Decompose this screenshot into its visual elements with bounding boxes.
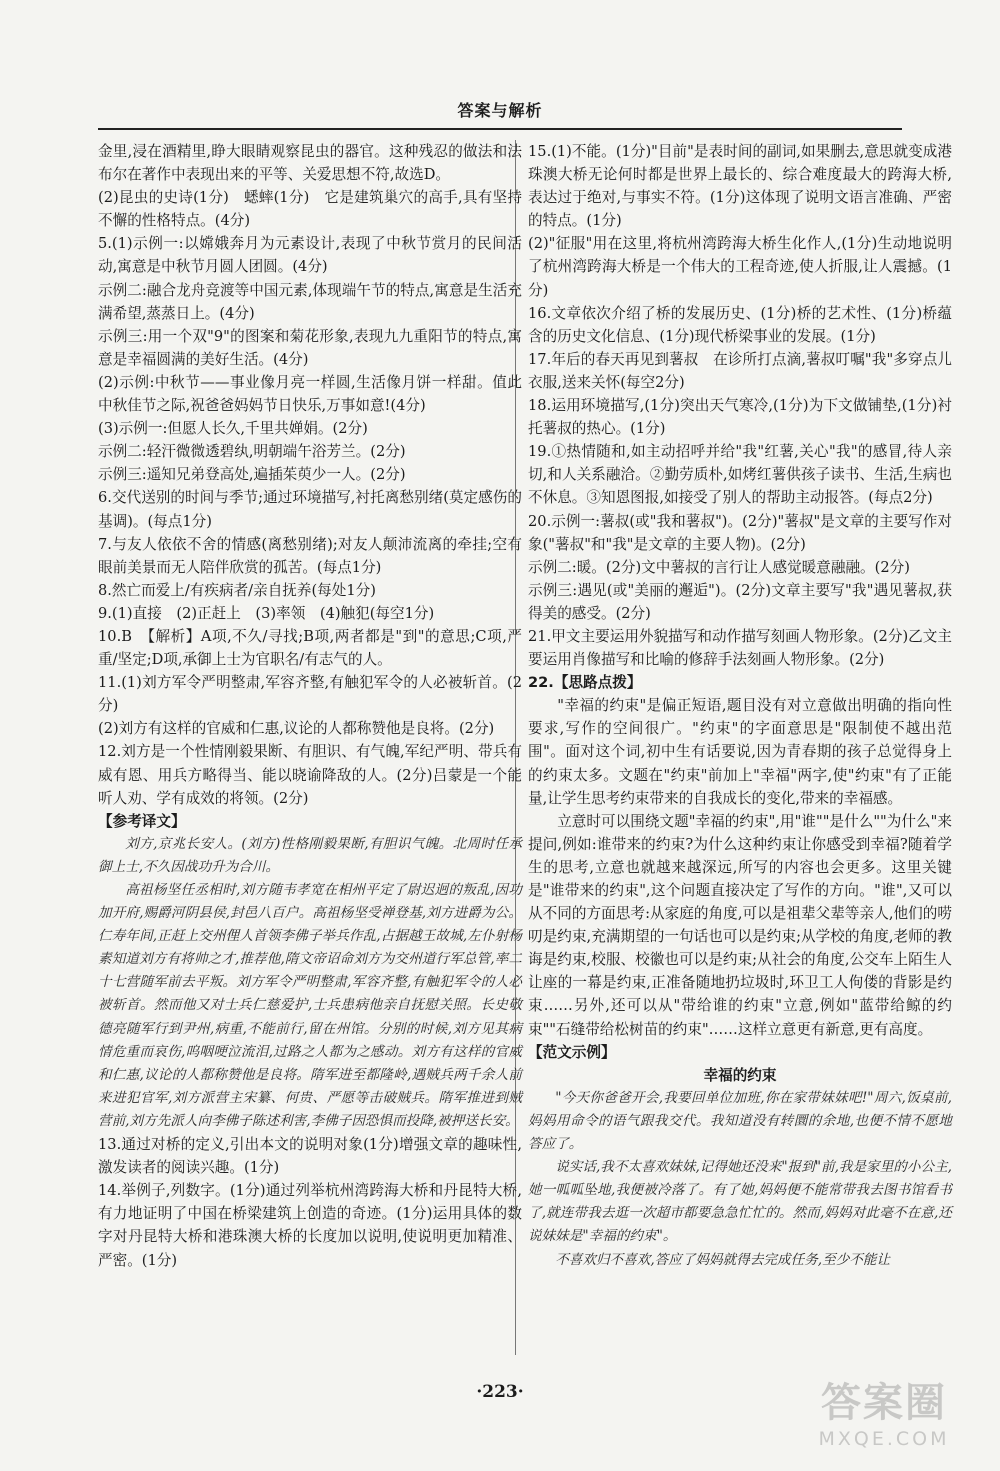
answer-paragraph: 示例三:遥知兄弟登高处,遍插茱萸少一人。(2分) (98, 466, 406, 484)
answer-paragraph: (2)示例:中秋节——事业像月亮一样圆,生活像月饼一样甜。值此中秋佳节之际,祝爸爸妈妈节日快乐,万事如意!(4分) (98, 373, 522, 415)
answer-paragraph: 示例二:轻汗微微透碧纨,明朝端午浴芳兰。(2分) (98, 443, 406, 461)
answer-paragraph: 11.(1)刘方军令严明整肃,军容齐整,有触犯军令的人必被斩首。(2分) (98, 674, 522, 715)
answer-paragraph: 8.然亡而爱上/有疾病者/亲自抚养(每处1分) (98, 581, 376, 599)
answer-paragraph: (2)"征服"用在这里,将杭州湾跨海大桥生化作人,(1分)生动地说明了杭州湾跨海大桥是一个伟大的工程奇迹,使人折服,让人震撼。(1分) (528, 235, 952, 299)
answer-paragraph: (3)示例一:但愿人长久,千里共婵娟。(2分) (98, 420, 368, 438)
watermark-url: MXQE.COM (818, 1428, 950, 1450)
answer-paragraph: 示例三:用一个双"9"的图案和菊花形象,表现九九重阳节的特点,寓意是幸福圆满的美好生活。(4分) (98, 327, 522, 368)
answer-paragraph: 金里,浸在酒精里,睁大眼睛观察昆虫的器官。这种残忍的做法和法布尔在著作中表现出来的平等、关爱思想不符,故选D。 (98, 143, 522, 184)
answer-paragraph: 示例三:遇见(或"美丽的邂逅")。(2分)文章主要写"我"遇见薯叔,获得美的感受。(2分) (528, 581, 952, 622)
header-title: 答案与解析 (457, 101, 543, 120)
left-column (98, 140, 522, 1272)
answer-paragraph: 14.举例子,列数字。(1分)通过列举杭州湾跨海大桥和丹昆特大桥,有力地证明了中国在桥梁建筑上创造的奇迹。(1分)运用具体的数字对丹昆特大桥和港珠澳大桥的长度加以说明,使说明更加精准、严密。(1分) (98, 1182, 522, 1269)
answer-paragraph: 17.年后的春天再见到薯叔 在诊所打点滴,薯叔叮嘱"我"多穿点儿衣服,送来关怀(每空2分) (528, 350, 952, 391)
translation-label: 【参考译文】 (98, 812, 186, 830)
watermark-logo (790, 1379, 978, 1457)
page-number: ·223· (476, 1382, 524, 1402)
answer-paragraph: 5.(1)示例一:以嫦娥奔月为元素设计,表现了中秋节赏月的民间活动,寓意是中秋节月圆人团圆。(4分) (98, 235, 522, 276)
idea-paragraph: 立意时可以围绕文题"幸福的约束",用"谁""是什么""为什么"来提问,例如:谁带来的约束?为什么这种约束让你感受到幸福?随着学生的思考,立意也就越来越深远,所写的内容也会更多。这里关键是"谁带来的约束",这个问题直接决定了写作的方向。"谁",又可以从不同的方面思考:从家庭的角度,可以是祖辈父辈等亲人,他们的唠叨是约束,充满期望的一句话也可以是约束;从学校的角度,老师的教诲是约束,校服、校徽也可以是约束;从社会的角度,公交车上陌生人让座的一幕是约束,正准备随地扔垃圾时,环卫工人佝偻的背影是约束……另外,还可以从"带给谁的约束"立意,例如"蓝带给鲸的约束""石缝带给松树苗的约束"……这样立意更有新意,更有高度。 (528, 812, 952, 1038)
essay-paragraph: 说实话,我不太喜欢妹妹,记得她还没来"报到"前,我是家里的小公主,她一呱呱坠地,我便被冷落了。有了她,妈妈便不能常带我去图书馆看书了,就连带我去逛一次超市都要急急忙忙的。然而,妈妈对此毫不在意,还说妹妹是"幸福的约束"。 (528, 1159, 953, 1245)
answer-paragraph: 13.通过对桥的定义,引出本文的说明对象(1分)增强文章的趣味性,激发读者的阅读兴趣。(1分) (98, 1136, 522, 1177)
answer-paragraph: (2)刘方有这样的官威和仁惠,议论的人都称赞他是良将。(2分) (98, 720, 495, 738)
translation-paragraph: 高祖杨坚任丞相时,刘方随韦孝宽在相州平定了尉迟迥的叛乱,因功加开府,赐爵河阴县侯,封邑八百户。高祖杨坚受禅登基,刘方进爵为公。仁寿年间,正赶上交州俚人首领李佛子举兵作乱,占据越王故城,左仆射杨素知道刘方有将帅之才,推荐他,隋文帝诏命刘方为交州道行军总管,率二十七营随军前去平叛。刘方军令严明整肃,军容齐整,有触犯军令的人必被斩首。然而他又对士兵仁慈爱护,士兵患病他亲自抚慰关照。长史敬德亮随军行到尹州,病重,不能前行,留在州馆。分别的时候,刘方见其病情危重而哀伤,呜咽哽泣流泪,过路之人都为之感动。刘方有这样的官威和仁惠,议论的人都称赞他是良将。隋军进至都隆岭,遇贼兵两千余人前来进犯官军,刘方派营主宋纂、何贵、严愿等击破贼兵。隋军推进到贼营前,刘方先派人向李佛子陈述利害,李佛子因恐惧而投降,被押送长安。 (98, 882, 522, 1129)
answer-paragraph: 10.B 【解析】A项,不久/寻找;B项,两者都是"到"的意思;C项,严重/坚定;D项,承御上士为官职名/有志气的人。 (98, 627, 522, 669)
watermark-text: 答案圈 (821, 1380, 947, 1426)
answer-paragraph: 20.示例一:薯叔(或"我和薯叔")。(2分)"薯叔"是文章的主要写作对象("薯叔"和"我"是文章的主要人物)。(2分) (528, 512, 952, 553)
answer-paragraph: 18.运用环境描写,(1分)突出天气寒冷,(1分)为下文做铺垫,(1分)衬托薯叔的热心。(1分) (528, 397, 952, 438)
answer-paragraph: 7.与友人依依不舍的情感(离愁别绪);对友人颠沛流离的牵挂;空有眼前美景而无人陪伴欣赏的孤苦。(每点1分) (98, 535, 522, 576)
essay-paragraph: 不喜欢归不喜欢,答应了妈妈就得去完成任务,至少不能让 (555, 1251, 891, 1268)
answer-paragraph: 15.(1)不能。(1分)"目前"是表时间的副词,如果删去,意思就变成港珠澳大桥无论何时都是世界上最长的、综合难度最大的跨海大桥,表达过于绝对,与事实不符。(1分)这体现了说明文语言准确、严密的特点。(1分) (528, 143, 952, 230)
translation-paragraph: 刘方,京兆长安人。(刘方)性格刚毅果断,有胆识气魄。北周时任承御上士,不久因战功升为合川。 (98, 835, 522, 875)
idea-label: 22.【思路点拨】 (528, 674, 642, 692)
running-header (98, 96, 902, 130)
essay-label: 【范文示例】 (528, 1043, 616, 1061)
answer-paragraph: (2)昆虫的史诗(1分) 蟋蟀(1分) 它是建筑巢穴的高手,具有坚持不懈的性格特点。(4分) (98, 189, 522, 230)
essay-paragraph: "今天你爸爸开会,我要回单位加班,你在家带妹妹吧!"周六,饭桌前,妈妈用命令的语气跟我交代。我知道没有转圜的余地,也便不情不愿地答应了。 (528, 1089, 952, 1153)
answer-paragraph: 12.刘方是一个性情刚毅果断、有胆识、有气魄,军纪严明、带兵有威有恩、用兵方略得当、能以晓谕降敌的人。(2分)吕蒙是一个能听人劝、学有成效的将领。(2分) (98, 743, 522, 807)
answer-paragraph: 9.(1)直接 (2)正赶上 (3)率领 (4)触犯(每空1分) (98, 604, 435, 622)
answer-paragraph: 21.甲文主要运用外貌描写和动作描写刻画人物形象。(2分)乙文主要运用肖像描写和比喻的修辞手法刻画人物形象。(2分) (528, 627, 952, 669)
idea-paragraph: "幸福的约束"是偏正短语,题目没有对立意做出明确的指向性要求,写作的空间很广。"约束"的字面意思是"限制使不越出范围"。面对这个词,初中生有话要说,因为青春期的孩子总觉得身上的约束太多。文题在"约束"前加上"幸福"两字,使"约束"有了正能量,让学生思考约束带来的自我成长的变化,带来的幸福感。 (528, 697, 952, 807)
answer-paragraph: 16.文章依次介绍了桥的发展历史、(1分)桥的艺术性、(1分)桥蕴含的历史文化信息、(1分)现代桥梁事业的发展。(1分) (528, 304, 952, 345)
answer-paragraph: 6.交代送别的时间与季节;通过环境描写,衬托离愁别绪(莫定感伤的基调)。(每点1分) (98, 489, 522, 530)
answer-paragraph: 19.①热情随和,如主动招呼并给"我"红薯,关心"我"的感冒,待人亲切,和人关系融洽。②勤劳质朴,如烤红薯供孩子读书、生活,生病也不休息。③知恩图报,如接受了别人的帮助主动报答。(每点2分) (528, 443, 952, 507)
essay-title: 幸福的约束 (703, 1066, 777, 1084)
answer-paragraph: 示例二:暖。(2分)文中薯叔的言行让人感觉暖意融融。(2分) (528, 558, 910, 576)
answer-paragraph: 示例二:融合龙舟竞渡等中国元素,体现端午节的特点,寓意是生活充满希望,蒸蒸日上。(4分) (98, 281, 522, 322)
right-column (528, 140, 952, 1272)
